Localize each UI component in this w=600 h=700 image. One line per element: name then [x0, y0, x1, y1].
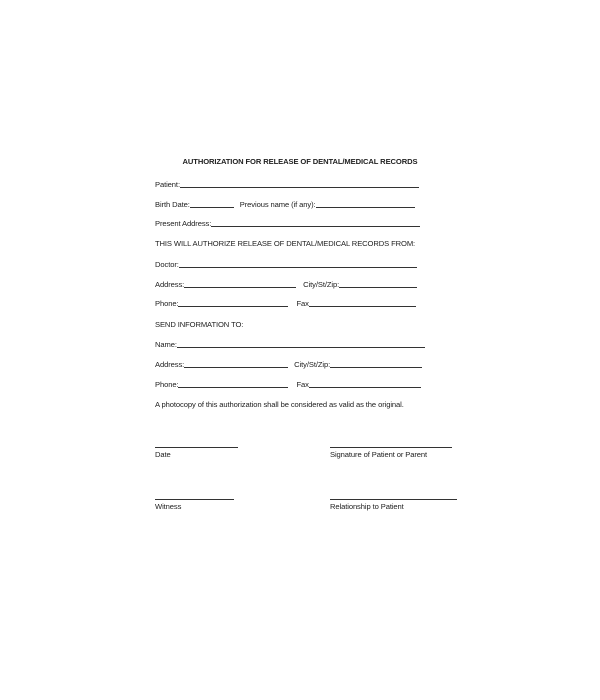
present-address-row: [155, 218, 420, 228]
present-address-label: Present Address:: [155, 219, 212, 228]
previous-name-field[interactable]: [316, 199, 415, 208]
patient-signature-block: [330, 439, 452, 459]
send-name-label: Name:: [155, 340, 177, 349]
doctor-field[interactable]: [179, 259, 417, 268]
from-fax-field[interactable]: [309, 298, 416, 307]
send-name-field[interactable]: [177, 339, 425, 348]
send-fax-label: Fax: [296, 380, 309, 389]
from-city-label: City/St/Zip:: [303, 280, 340, 289]
from-address-field[interactable]: [184, 279, 296, 288]
date-signature-block: [155, 439, 238, 459]
from-phone-row: [155, 298, 416, 308]
patient-field[interactable]: [180, 179, 419, 188]
from-phone-label: Phone:: [155, 299, 179, 308]
doctor-row: [155, 259, 417, 269]
from-fax-label: Fax: [296, 299, 309, 308]
from-heading: [155, 238, 415, 248]
from-city-field[interactable]: [339, 279, 417, 288]
signature-label: Signature of Patient or Parent: [330, 450, 428, 459]
send-address-field[interactable]: [184, 359, 288, 368]
send-address-label: Address:: [155, 360, 185, 369]
witness-block: [155, 491, 234, 511]
send-phone-field[interactable]: [178, 379, 288, 388]
form-title: AUTHORIZATION FOR RELEASE OF DENTAL/MEDICAL RECORDS: [182, 157, 418, 166]
date-label: Date: [155, 450, 171, 459]
from-heading-text: THIS WILL AUTHORIZE RELEASE OF DENTAL/MEDICAL RECORDS FROM:: [155, 239, 416, 248]
signature-field[interactable]: [330, 439, 452, 448]
present-address-field[interactable]: [211, 218, 420, 227]
witness-field[interactable]: [155, 491, 234, 500]
photocopy-note: [155, 399, 404, 409]
send-address-row: [155, 359, 422, 369]
relationship-block: [330, 491, 457, 511]
patient-label: Patient:: [155, 180, 180, 189]
doctor-label: Doctor:: [155, 260, 179, 269]
send-city-field[interactable]: [330, 359, 422, 368]
send-phone-row: [155, 379, 421, 389]
previous-name-label: Previous name (if any):: [239, 200, 316, 209]
from-address-label: Address:: [155, 280, 185, 289]
patient-row: [155, 179, 419, 189]
relationship-label: Relationship to Patient: [330, 502, 404, 511]
witness-label: Witness: [155, 502, 182, 511]
birth-date-field[interactable]: [190, 199, 234, 208]
send-heading: [155, 319, 243, 329]
birth-date-row: [155, 199, 415, 209]
from-address-row: [155, 279, 417, 289]
send-city-label: City/St/Zip:: [294, 360, 331, 369]
photocopy-note-text: A photocopy of this authorization shall be considered as valid as the original.: [155, 400, 404, 409]
from-phone-field[interactable]: [178, 298, 288, 307]
birth-date-label: Birth Date:: [155, 200, 190, 209]
date-field[interactable]: [155, 439, 238, 448]
send-heading-text: SEND INFORMATION TO:: [155, 320, 244, 329]
send-phone-label: Phone:: [155, 380, 179, 389]
send-fax-field[interactable]: [309, 379, 421, 388]
send-name-row: [155, 339, 425, 349]
relationship-field[interactable]: [330, 491, 457, 500]
